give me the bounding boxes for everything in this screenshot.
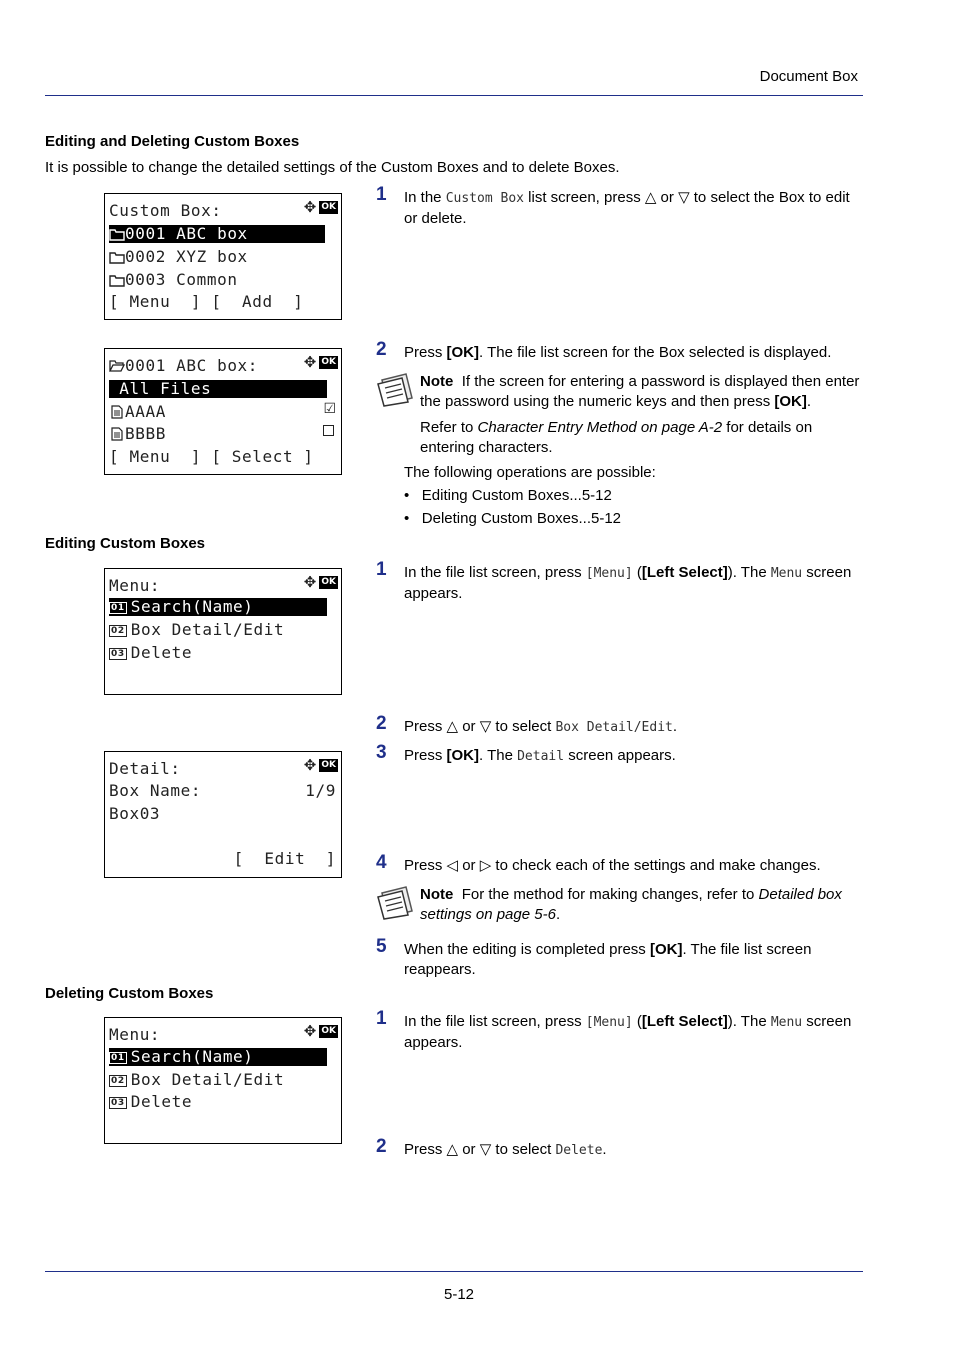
four-way-arrow-icon: ✥ (303, 573, 317, 591)
lcd-row: 0002 XYZ box (109, 248, 248, 266)
step-1-intro: 1 In the Custom Box list screen, press △ or ▽ to select the Box to edit or delete. (376, 184, 850, 227)
lcd-custom-box-screen (104, 193, 342, 320)
four-way-arrow-icon: ✥ (303, 353, 317, 371)
lcd-title: Detail: (109, 759, 181, 778)
lcd-menu-item: 03 Delete (111, 643, 193, 662)
note-password: Note If the screen for entering a password is displayed then enter the password using the numeric keys and then press [OK]. Refer to Character Entry Method on page A-2 for details on entering characters. (376, 372, 864, 458)
box-folder-icon (109, 273, 125, 287)
nav-ok-icon (303, 353, 338, 371)
document-icon (109, 427, 125, 441)
step-3-editing: 3 Press [OK]. The Detail screen appears. (376, 742, 676, 764)
note-pad-icon (376, 885, 414, 921)
nav-ok-icon (303, 1022, 338, 1040)
lcd-softkeys: [ Menu ] [ Add ] (109, 292, 304, 311)
nav-ok-icon (303, 756, 338, 774)
ok-icon: OK (321, 760, 336, 770)
box-folder-icon (109, 227, 125, 241)
lcd-file-row: BBBB (109, 425, 166, 443)
four-way-arrow-icon: ✥ (303, 756, 317, 774)
page-number: 5-12 (443, 1286, 475, 1303)
lcd-file-row: AAAA (109, 403, 166, 421)
lcd-file-list-screen (104, 348, 342, 475)
box-folder-icon (109, 250, 125, 264)
unchecked-box-icon (323, 425, 334, 436)
lcd-menu-screen (104, 568, 342, 695)
step-2-editing: 2 Press △ or ▽ to select Box Detail/Edit. (376, 713, 678, 735)
ok-icon: OK (321, 202, 336, 212)
deleting-heading: Deleting Custom Boxes (45, 985, 214, 1002)
lcd-title: 0001 ABC box: (109, 357, 258, 375)
lcd-page-indicator: 1/9 (305, 781, 336, 800)
ok-icon: OK (321, 357, 336, 367)
step-1-deleting: 1 In the file list screen, press [Menu] ([Left Select]). The Menu screen appears. (376, 1008, 852, 1051)
header-rule (45, 95, 863, 96)
ok-icon: OK (321, 1026, 336, 1036)
editing-heading: Editing Custom Boxes (45, 535, 206, 552)
lcd-row-selected: 0001 ABC box (109, 225, 325, 243)
lcd-menu-item-selected: 01 Search(Name) (109, 598, 327, 616)
operations-intro: The following operations are possible: (404, 464, 656, 481)
lcd-menu-item-selected: 01 Search(Name) (109, 1048, 327, 1066)
lcd-softkeys: [ Edit ] (233, 849, 336, 868)
step-2-deleting: 2 Press △ or ▽ to select Delete. (376, 1136, 607, 1158)
lcd-title: Custom Box: (109, 201, 222, 220)
step-1-editing: 1 In the file list screen, press [Menu] ([Left Select]). The Menu screen appears. (376, 559, 852, 602)
checked-box-icon: ☑ (323, 401, 336, 417)
four-way-arrow-icon: ✥ (303, 198, 317, 216)
lcd-menu-item: 02 Box Detail/Edit (111, 620, 285, 639)
ok-icon: OK (321, 577, 336, 587)
note-pad-icon (376, 372, 414, 408)
document-icon (109, 405, 125, 419)
lcd-title: Menu: (109, 576, 161, 595)
lcd-menu-item: 03 Delete (111, 1092, 193, 1111)
nav-ok-icon (303, 198, 338, 216)
section-title: Editing and Deleting Custom Boxes (45, 133, 300, 150)
intro-paragraph: It is possible to change the detailed settings of the Custom Boxes and to delete Boxes. (45, 159, 620, 176)
open-folder-icon (109, 359, 125, 373)
four-way-arrow-icon: ✥ (303, 1022, 317, 1040)
lcd-menu-item: 02 Box Detail/Edit (111, 1070, 285, 1089)
lcd-title: Menu: (109, 1025, 161, 1044)
note-editing: Note For the method for making changes, refer to Detailed box settings on page 5-6. (376, 885, 864, 925)
lcd-row: 0003 Common (109, 271, 238, 289)
bullet-item: • Deleting Custom Boxes...5-12 (404, 510, 622, 527)
step-5-editing: 5 When the editing is completed press [OK]. The file list screen reappears. (376, 936, 812, 978)
step-2-intro: 2 Press [OK]. The file list screen for the Box selected is displayed. (376, 339, 832, 361)
lcd-menu-screen (104, 1017, 342, 1144)
lcd-field-label: Box Name: (109, 781, 202, 800)
header-section-title: Document Box (759, 68, 858, 85)
lcd-field-value: Box03 (109, 804, 161, 823)
lcd-detail-screen (104, 751, 342, 878)
step-4-editing: 4 Press ◁ or ▷ to check each of the settings and make changes. (376, 852, 821, 874)
bullet-item: • Editing Custom Boxes...5-12 (404, 487, 612, 504)
footer-rule (45, 1271, 863, 1272)
nav-ok-icon (303, 573, 338, 591)
lcd-softkeys: [ Menu ] [ Select ] (109, 447, 314, 466)
lcd-tab-all-files: All Files (109, 380, 327, 398)
